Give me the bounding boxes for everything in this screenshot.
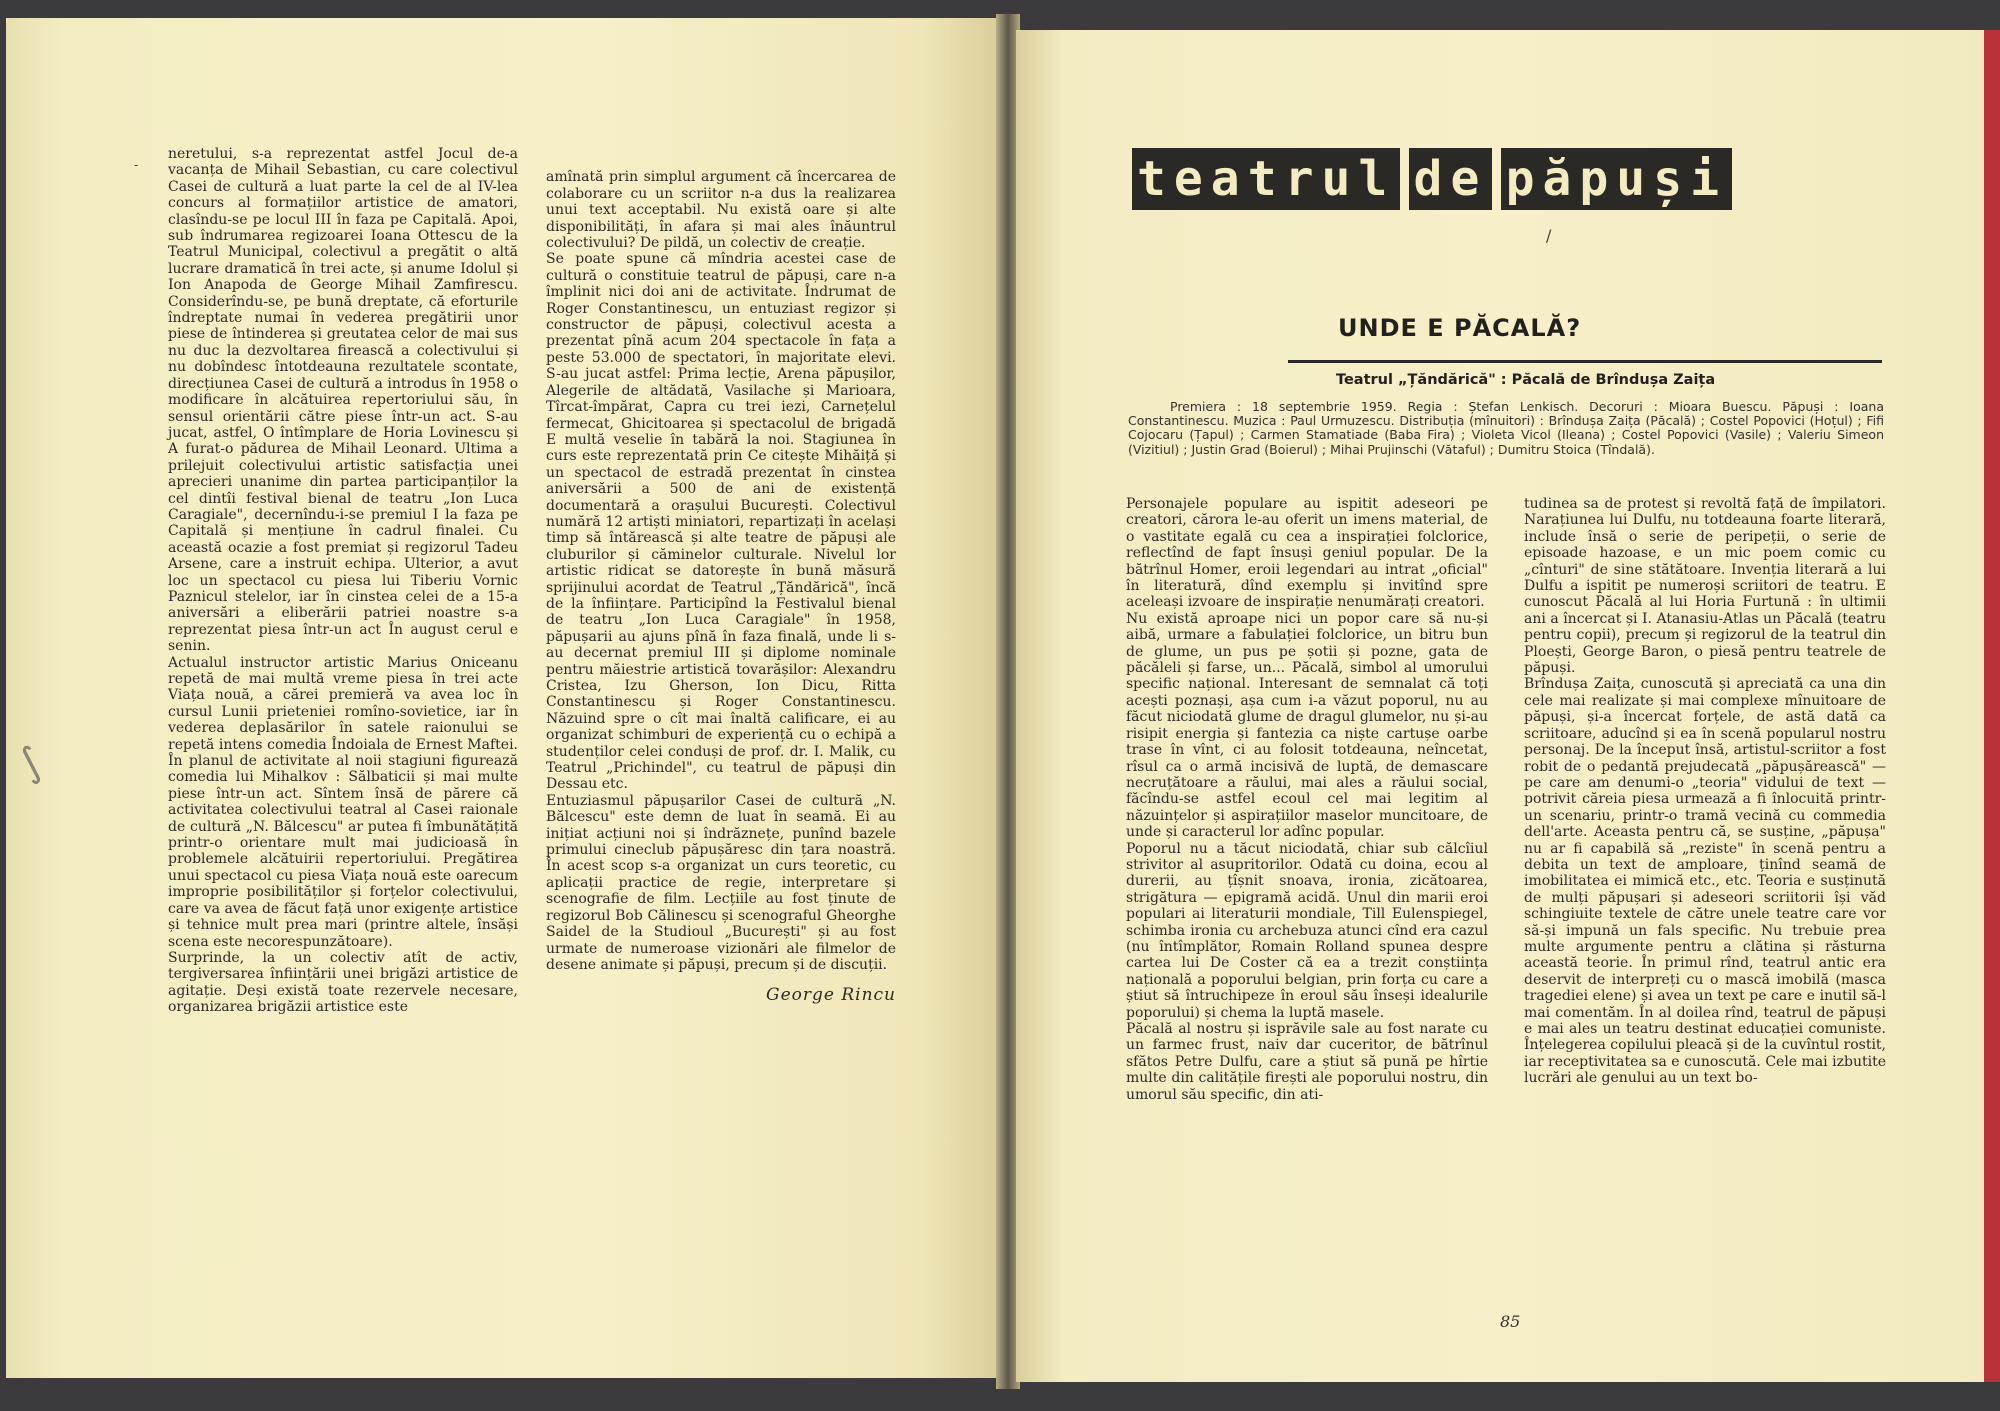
banner-word-3: păpuși [1501,148,1732,210]
production-credits: Premiera : 18 septembrie 1959. Regia : Ștefan Lenkisch. Decoruri : Mioara Buescu. Păpuși : Ioana Constantinescu. Muzica : Paul Urmuzescu. Distribuția (mînuitori) : Brîndușa Zaița (Păcală) ; Costel Popovici (Hoțul) ; Fifi Cojocaru (Țapul) ; Carmen Stamatiade (Baba Fira) ; Violeta Vicol (Ileana) ; Costel Popovici (Vasile) ; Valeriu Simeon (Vizitiul) ; Justin Grad (Boierul) ; Mihai Prujinschi (Vătaful) ; Dumitru Stoica (Tîndală). [1128,399,1884,457]
right-page [1016,30,1984,1382]
article-subtitle: Teatrul „Țăndărică" : Păcală de Brîndușa Zaița [1336,372,1716,388]
right-column-1: Personajele populare au ispitit adeseori pe creatori, cărora le-au oferit un imens material, de o vastitate egală cu cea a inspirației folclorice, reflectînd de fapt însuși geniul popular. De la bătrînul Homer, eroii legendari au intrat „oficial" în literatură, dînd exemplu și invitînd spre aceleași izvoare de inspirație nenumărați creatori. Nu există aproape nici un popor care să nu-și aibă, urmare a fabulației folclorice, un bitru bun de glume, un pus pe șotii și pozne, gata de păcăleli și farse, un... Păcală, simbol al umorului specific național. Interesant de semnalat că toți acești poznași, așa cum i-a văzut poporul, nu au făcut niciodată glume de dragul glumelor, nu și-au risipit energia și fantezia ca niște cartușe oarbe trase în vînt, ci au folosit totdeauna, neîncetat, rîsul ca o armă incisivă de luptă, de demascare necruțătoare a răului, mai ales a răului social, făcîndu-se astfel ecoul cel mai legitim al năzuințelor și aspirațiilor maselor muncitoare, de unde și caracterul lor adînc popular. Poporul nu a tăcut niciodată, chiar sub călcîiul strivitor al asupritorilor. Odată cu doina, ecou al durerii, au țîșnit snoava, ironia, zicătoarea, strigătura — epigramă acidă. Unul din marii eroi populari ai literaturii mondiale, Till Eulenspiegel, schimba ironia cu archebuza atunci cînd era cazul (nu întîmplător, Romain Rolland spunea despre cartea lui De Coster că ea a trezit conștiința națională a poporului belgian, prin forța cu care a știut să întruchipeze în eroul său înseși idealurile poporului) și chema la luptă masele. Păcală al nostru și isprăvile sale au fost narate cu un farmec frust, naiv dar cuceritor, de bătrînul sfătos Petre Dulfu, care a știut să pună pe hîrtie multe din calitățile firești ale poporului nostru, din umorul său specific, din ati- [1126,496,1488,1103]
right-column-2: tudinea sa de protest și revoltă față de împilatori. Narațiunea lui Dulfu, nu totdeauna foarte literară, include însă o serie de peripeții, o serie de episoade hazoase, e un mic poem comic cu „cînturi" de sine stătătoare. Invenția literară a lui Dulfu a ispitit pe numeroși scriitori de teatru. E cunoscut Păcală al lui Horia Furtună : în ultimii ani a încercat și I. Atanasiu-Atlas un Păcală (teatru pentru copii), precum și regizorul de la teatrul din Ploești, George Baron, o piesă pentru teatrele de păpuși. Brîndușa Zaița, cunoscută și apreciată ca una din cele mai realizate și mai complexe mînuitoare de păpuși, și-a încercat forțele, de astă dată ca scriitoare, aducînd și ea în scenă popularul nostru personaj. De la început însă, artistul-scriitor a fost robit de o pedantă prejudecată „păpușărească" — pe care am denumi-o „teoria" vidului de text — potrivit căreia piesa urmează a fi înlocuită printr-un scenariu, printr-o tramă vecină cu commedia dell'arte. Aceasta pentru că, se susține, „păpușa" nu ar fi capabilă să „reziste" în scenă pentru a debita un text de amploare, ținînd seamă de imobilitatea ei mimică etc., etc. Teoria e susținută de mulți păpușari și adeseori scriitorii își văd schingiuite textele de către unele teatre care vor să-și impună un fals specific. Nu trebuie prea multe argumente pentru a clătina și răsturna această teorie. În primul rînd, teatrul antic era deservit de interpreți cu o mască imobilă (masca tragediei elene) și avea un text pe care e inutil să-l mai comentăm. În al doilea rînd, teatrul de păpuși e mai ales un teatru destinat educației comuniste. Înțelegerea copilului pleacă și de la cuvîntul rostit, iar receptivitatea sa e cunoscută. Cele mai izbutite lucrări ale genului au un text bo- [1524,496,1886,1087]
cover-edge [1984,30,2000,1382]
left-column-2 [546,153,896,1020]
left-column-2-text: amînată prin simplul argument că încercarea de colaborare cu un scriitor n-a dus la realizarea unui text acceptabil. Nu există oare și alte disponibilități, în afara și mai ales înăuntrul colectivului? De pildă, un colectiv de creație. Se poate spune că mîndria acestei case de cultură o constituie teatrul de păpuși, care n-a împlinit nici doi ani de activitate. Îndrumat de Roger Constantinescu, un entuziast regizor și constructor de păpuși, colectivul acesta a prezentat pînă acum 204 spectacole în fața a peste 53.000 de spectatori, în majoritate elevi. S-au jucat astfel: Prima lecție, Arena păpușilor, Alegerile de altădată, Vasilache și Marioara, Tîrcat-împărat, Capra cu trei iezi, Carnețelul fermecat, Ghicitoarea și spectacolul de brigadă E multă veselie în tabără la noi. Stagiunea în curs este reprezentată prin Ce citește Mihăiță și un spectacol de estradă prezentat în cinstea aniversării a 500 de ani de existență documentară a orașului București. Colectivul numără 12 artiști miniatori, repartizați în același timp să întărească și alte teatre de păpuși ale cluburilor și căminelor culturale. Nivelul lor artistic ridicat se datorește în bună măsură sprijinului acordat de Teatrul „Țăndărică", încă de la înființare. Participînd la Festivalul bienal de teatru „Ion Luca Caragiale" în 1958, păpușarii au ajuns pînă în faza finală, unde li s-au decernat premiul III și diplome nominale pentru măiestrie artistică tovarășilor: Alexandru Cristea, Izu Gherson, Ion Dicu, Ritta Constantinescu și Roger Constantinescu. Năzuind spre o cît mai înaltă calificare, ei au organizat schimburi de experiență cu o echipă a studenților celei conduși de prof. dr. I. Malik, cu Teatrul „Prichindel", cu teatrul de păpuși din Dessau etc. Entuziasmul păpușarilor Casei de cultură „N. Bălcescu" este demn de luat în seamă. Ei au inițiat acțiuni noi și îndrăznețe, punînd bazele primului cineclub păpușăresc din țara noastră. În acest scop s-a organizat un curs teoretic, cu aplicații practice de regie, interpretare și scenografie de film. Lecțiile au fost ținute de regizorul Bob Călinescu și scenograful Gheorghe Saidel de la Studioul „București" și au fost urmate de numeroase vizionări ale filmelor de desene animate și păpuși, precum și de discuții. [546,169,896,973]
margin-tick: / [1546,226,1552,245]
banner-word-2: de [1409,148,1493,210]
pencil-scribble: ∫ [9,737,51,789]
section-banner [1132,148,1732,210]
banner-word-1: teatrul [1132,148,1400,210]
article-title: UNDE E PĂCALĂ? [1338,314,1582,342]
title-rule [1288,360,1882,363]
margin-dash: - [134,158,139,172]
left-column-1: neretului, s-a reprezentat astfel Jocul de-a vacanța de Mihail Sebastian, cu care colectivul Casei de cultură a luat parte la cel de al IV-lea concurs al formațiilor artistice de amatori, clasîndu-se pe locul III în faza pe Capitală. Apoi, sub îndrumarea regizoarei Ioana Ottescu de la Teatrul Municipal, colectivul a pregătit o altă lucrare dramatică în trei acte, și anume Idolul și Ion Anapoda de George Mihail Zamfirescu. Considerîndu-se, pe bună dreptate, că eforturile îndreptate numai în vederea pregătirii unor piese de întinderea și greutatea celor de mai sus nu duc la dezvoltarea firească a colectivului și nu dobîndesc întotdeauna rezultatele scontate, direcțiunea Casei de cultură a introdus în 1958 o modificare în alcătuirea repertoriului său, în sensul orientării către piese într-un act. S-au jucat, astfel, O întîmplare de Horia Lovinescu și A furat-o pădurea de Mihail Leonard. Ultima a prilejuit colectivului artistic satisfacția unei aprecieri unanime din partea participanților la cel dintîi festival bienal de teatru „Ion Luca Caragiale", decernîndu-i-se premiul I la faza pe Capitală și mențiune în cadrul finalei. Cu această ocazie a fost premiat și regizorul Tadeu Arsene, care a instruit echipa. Ulterior, a avut loc un spectacol cu piesa lui Tiberiu Vornic Paznicul stelelor, iar în cinstea celei de a 15-a aniversări a eliberării patriei noastre s-a reprezentat piesa într-un act În august cerul e senin. Actualul instructor artistic Marius Oniceanu repetă de mai multă vreme piesa în trei acte Viața nouă, a cărei premieră va avea loc în cursul Lunii prieteniei romîno-sovietice, iar în vederea deplasărilor în satele raionului se repetă intens comedia Îndoiala de Ernest Maftei. În planul de activitate al noii stagiuni figurează comedia lui Mihalkov : Sălbaticii și mai multe piese într-un act. Sîntem însă de părere că activitatea colectivului teatral al Casei raionale de cultură „N. Bălcescu" ar putea fi îmbunătățită printr-o orientare mult mai judicioasă în problemele alcătuirii repertoriului. Pregătirea unui spectacol cu piesa Viața nouă este oarecum improprie posibilităților și forțelor colectivului, care va avea de făcut față unor exigențe artistice și tehnice mult prea mari (printre altele, însăși scena este necorespunzătoare). Surprinde, la un colectiv atît de activ, tergiversarea înființării unei brigăzi artistice de agitație. Deși există toate rezervele necesare, organizarea brigăzii artistice este [168,146,518,1016]
page-number: 85 [1500,1312,1521,1331]
left-page [6,18,1002,1378]
author-byline: George Rincu [765,985,896,1006]
